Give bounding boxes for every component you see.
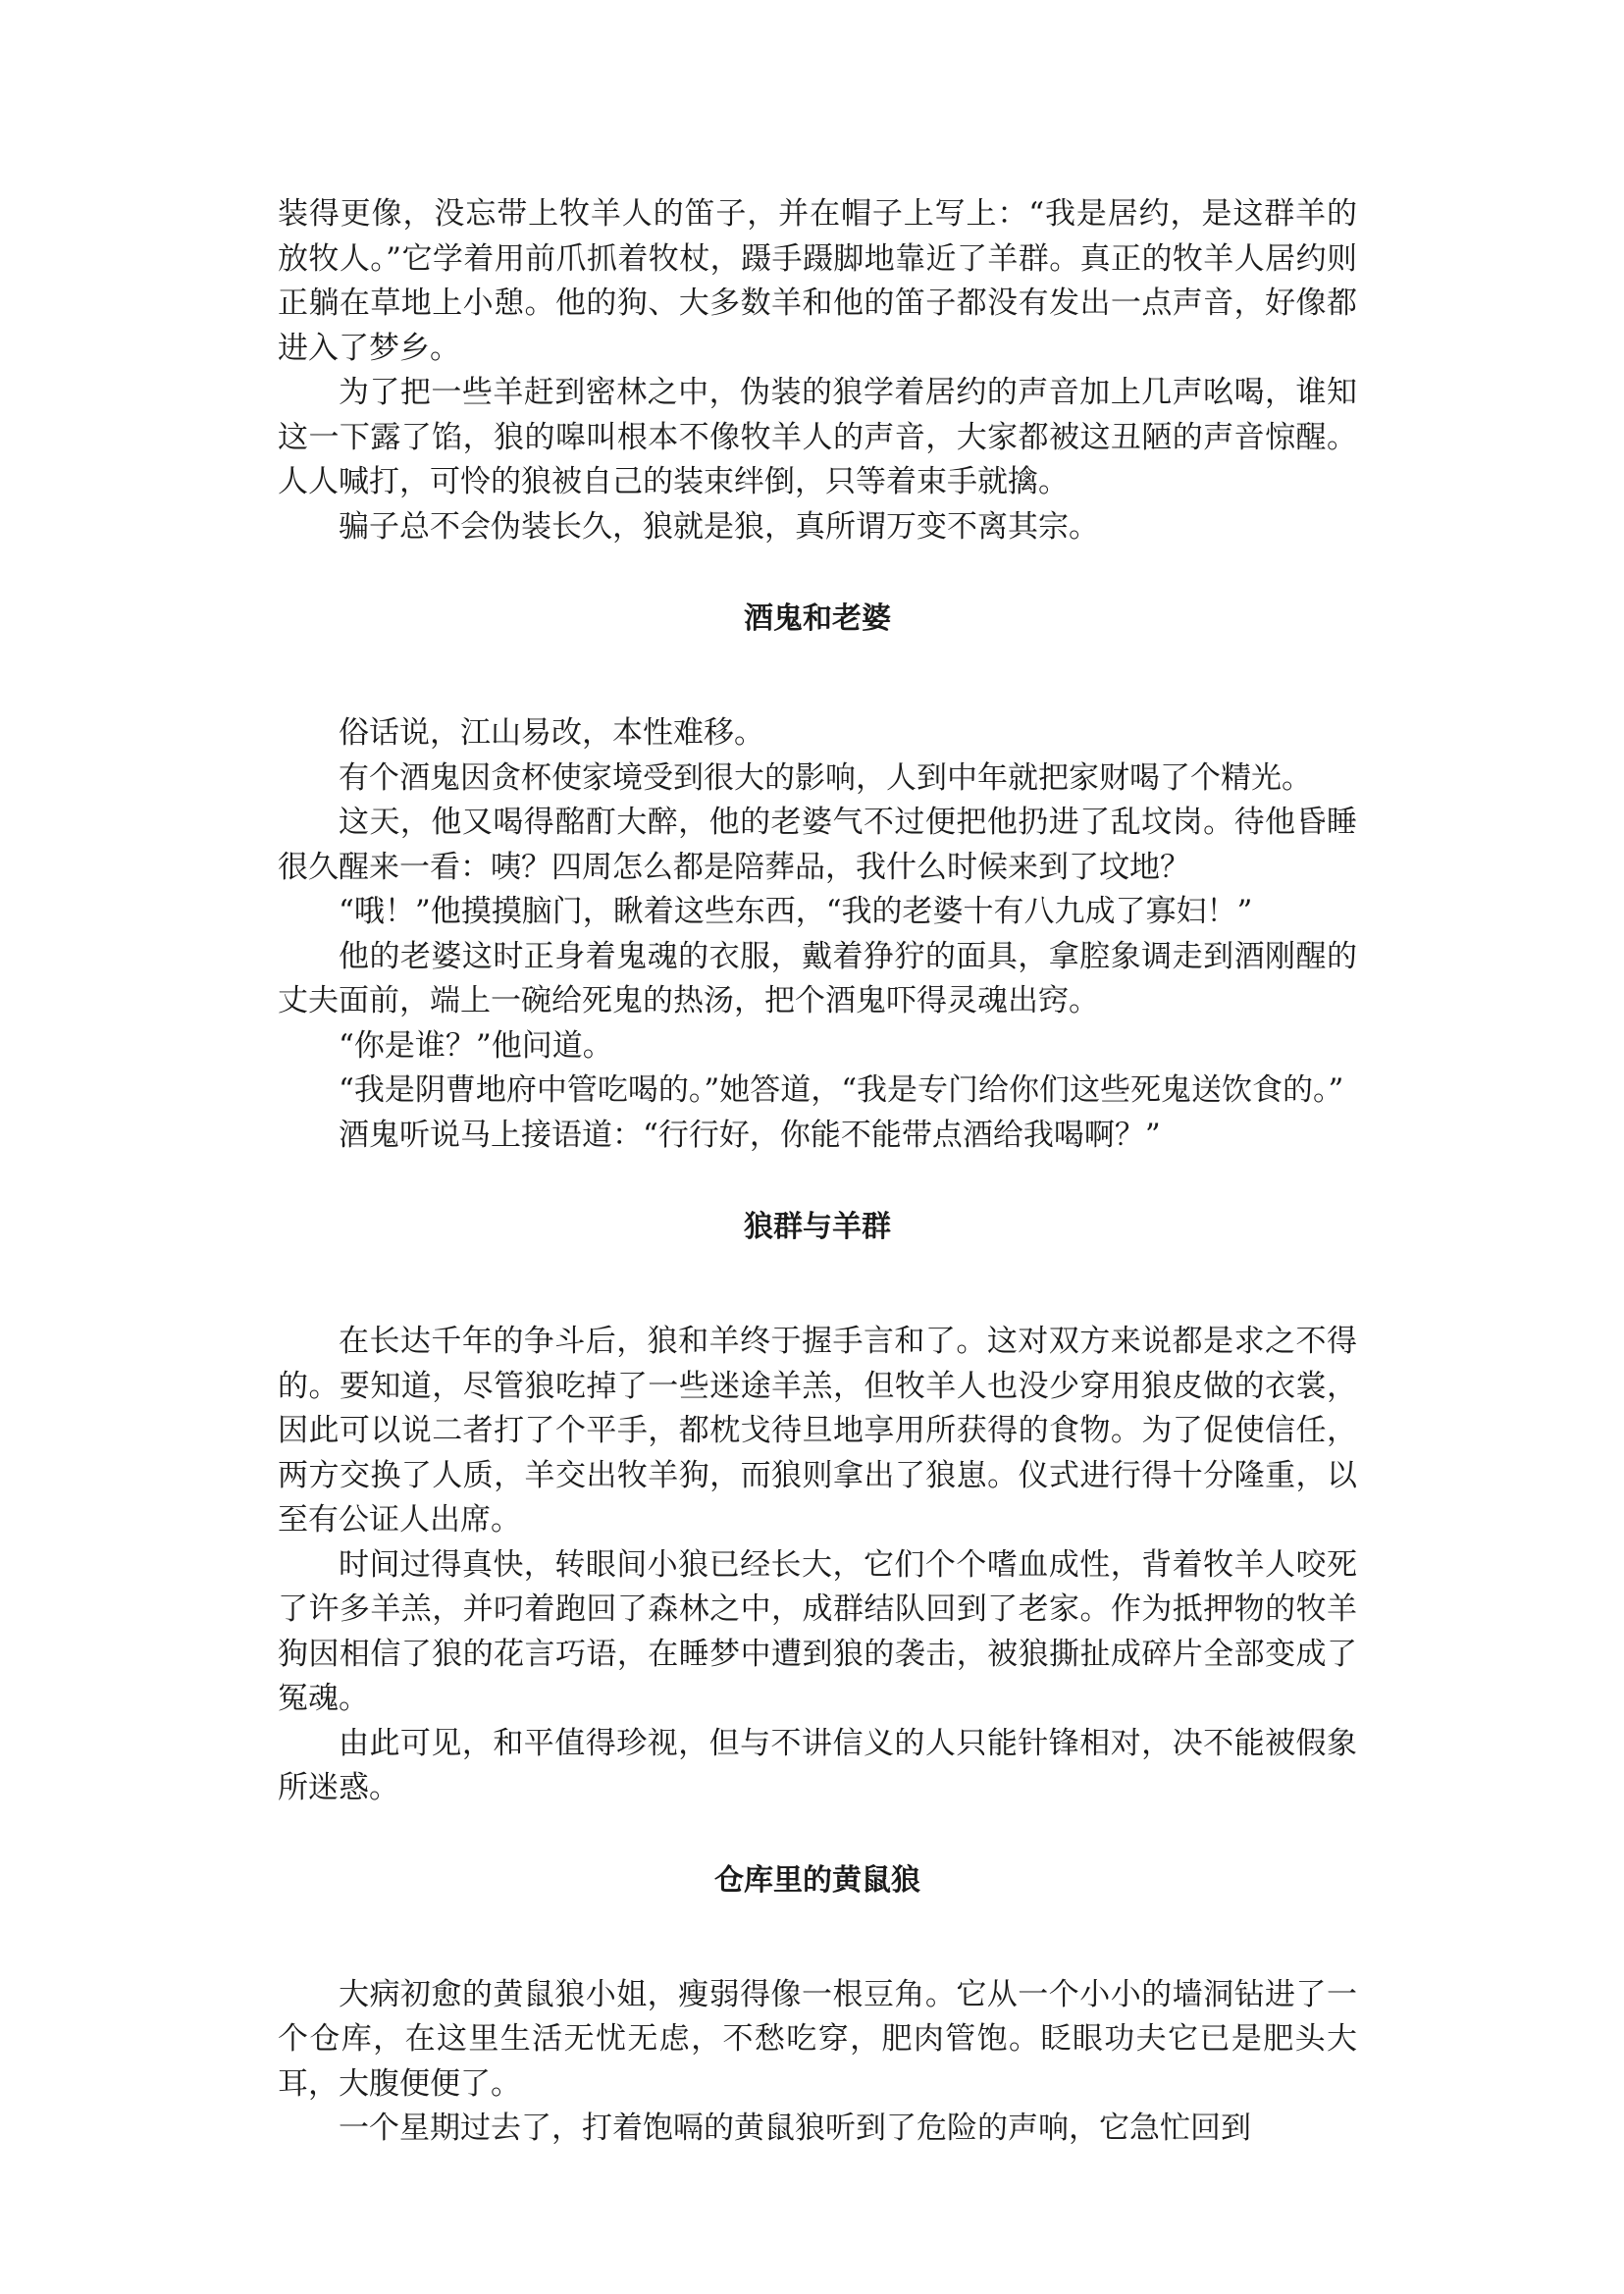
story-title: 酒鬼和老婆 (744, 601, 891, 636)
paragraph: 为了把一些羊赶到密林之中，伪装的狼学着居约的声音加上几声吆喝，谁知这一下露了馅，狼的嗥叫根本不像牧羊人的声音，大家都被这丑陋的声音惊醒。人人喊打，可怜的狼被自己的装束绊倒，只等着束手就擒。 (278, 375, 1357, 499)
paragraph: 他的老婆这时正身着鬼魂的衣服，戴着狰狞的面具，拿腔象调走到酒刚醒的丈夫面前，端上一碗给死鬼的热汤，把个酒鬼吓得灵魂出窍。 (278, 938, 1357, 1018)
story-continuation (278, 192, 1357, 549)
paragraph: 有个酒鬼因贪杯使家境受到很大的影响，人到中年就把家财喝了个精光。 (339, 759, 1312, 796)
paragraph: 在长达千年的争斗后，狼和羊终于握手言和了。这对双方来说都是求之不得的。要知道，尽管狼吃掉了一些迷途羊羔，但牧羊人也没少穿用狼皮做的衣裳，因此可以说二者打了个平手，都枕戈待旦地享用所获得的食物。为了促使信任，两方交换了人质，羊交出牧羊狗，而狼则拿出了狼崽。仪式进行得十分隆重，以至有公证人出席。 (278, 1324, 1357, 1538)
story-weasel-in-warehouse (278, 1973, 1357, 2152)
paragraph: 大病初愈的黄鼠狼小姐，瘦弱得像一根豆角。它从一个小小的墙洞钻进了一个仓库，在这里生活无忧无虑，不愁吃穿，肥肉管饱。眨眼功夫它已是肥头大耳，大腹便便了。 (278, 1976, 1357, 2102)
story-wolves-and-sheep (278, 1320, 1357, 1811)
paragraph: 骗子总不会伪装长久，狼就是狼，真所谓万变不离其宗。 (339, 508, 1099, 545)
story-drunkard-and-wife (278, 711, 1357, 1158)
paragraph: “哦！”他摸摸脑门，瞅着这些东西，“我的老婆十有八九成了寡妇！” (339, 894, 1253, 929)
story-title: 狼群与羊群 (744, 1210, 891, 1244)
paragraph: “你是谁？”他问道。 (339, 1027, 613, 1064)
paragraph: 装得更像，没忘带上牧羊人的笛子，并在帽子上写上：“我是居约，是这群羊的放牧人。”它学着用前爪抓着牧杖，蹑手蹑脚地靠近了羊群。真正的牧羊人居约则正躺在草地上小憩。他的狗、大多数羊和他的笛子都没有发出一点声音，好像都进入了梦乡。 (278, 196, 1357, 366)
document-page (278, 192, 1357, 2152)
paragraph: “我是阴曹地府中管吃喝的。”她答道，“我是专门给你们这些死鬼送饮食的。” (339, 1072, 1344, 1108)
paragraph: 一个星期过去了，打着饱嗝的黄鼠狼听到了危险的声响，它急忙回到 (339, 2111, 1251, 2146)
paragraph: 由此可见，和平值得珍视，但与不讲信义的人只能针锋相对，决不能被假象所迷惑。 (278, 1725, 1357, 1805)
story-title: 仓库里的黄鼠狼 (714, 1862, 920, 1898)
paragraph: 酒鬼听说马上接语道：“行行好，你能不能带点酒给我喝啊？” (339, 1117, 1161, 1153)
paragraph: 俗话说，江山易改，本性难移。 (339, 715, 764, 751)
paragraph: 时间过得真快，转眼间小狼已经长大，它们个个嗜血成性，背着牧羊人咬死了许多羊羔，并叼着跑回了森林之中，成群结队回到了老家。作为抵押物的牧羊狗因相信了狼的花言巧语，在睡梦中遭到狼的袭击，被狼撕扯成碎片全部变成了冤魂。 (278, 1546, 1357, 1716)
paragraph: 这天，他又喝得酩酊大醉，他的老婆气不过便把他扔进了乱坟岗。待他昏睡很久醒来一看：咦？四周怎么都是陪葬品，我什么时候来到了坟地？ (278, 805, 1357, 885)
